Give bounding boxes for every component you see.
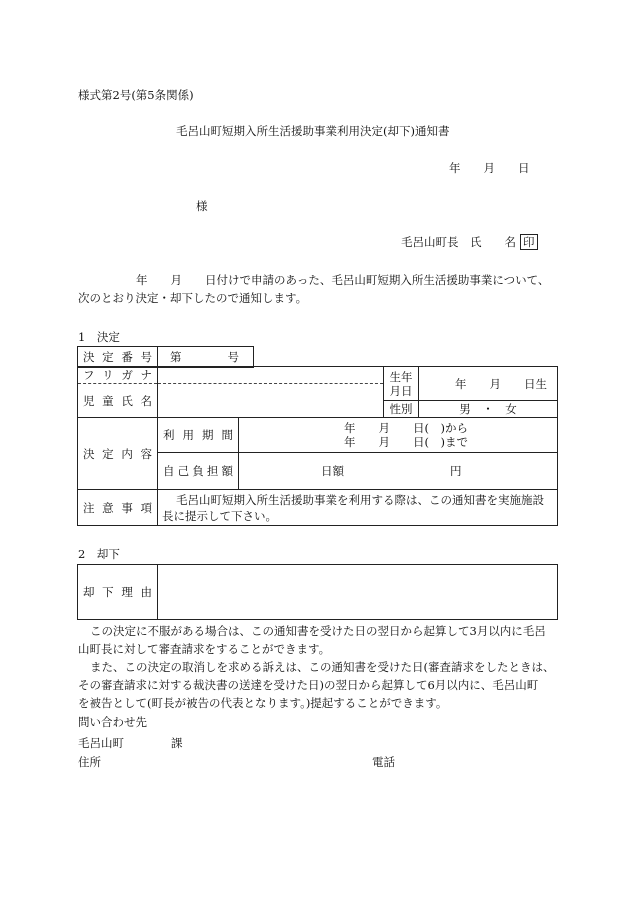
- label-char: 理: [121, 585, 133, 599]
- child-info-table: [77, 366, 558, 418]
- decision-number-value: 第 号: [158, 347, 254, 368]
- label-char: 号: [140, 350, 152, 364]
- period-from: 年 月 日( )から: [344, 421, 468, 435]
- addressee-suffix: 様: [196, 199, 208, 213]
- notice-label: [78, 490, 158, 526]
- burden-label: [158, 453, 239, 490]
- label-char: 内: [121, 446, 133, 461]
- appeal-p2-line2: その審査請求に対する裁決書の送達を受けた日)の翌日から起算して6月以内に、毛呂山町: [78, 678, 539, 692]
- form-number: 様式第2号(第5条関係): [78, 88, 194, 102]
- contact-town: 毛呂山町: [78, 736, 124, 750]
- label-char: 事: [121, 500, 133, 515]
- decision-content-label: [78, 418, 158, 490]
- label-char: 決: [83, 446, 95, 461]
- appeal-p2-line1: また、この決定の取消しを求める訴えは、この通知書を受けた日(審査請求をしたときは、: [90, 660, 555, 674]
- issuer-name: 毛呂山町長 氏 名: [401, 235, 516, 249]
- child-name-field: [158, 384, 384, 418]
- label-char: 氏: [121, 393, 133, 408]
- label-char: 注: [83, 500, 95, 515]
- section-decision-heading: 1 決定: [78, 330, 120, 344]
- label-char: 名: [140, 393, 152, 408]
- appeal-p1-line2: 山町長に対して審査請求をすることができます。: [78, 642, 331, 656]
- label-char: 担: [206, 464, 219, 478]
- period-label-text: [158, 427, 238, 443]
- appeal-p2-line3: を被告として(町長が被告の代表となります。)提起することができます。: [78, 696, 448, 710]
- contact-phone: 電話: [372, 755, 395, 769]
- label-char: 負: [192, 464, 204, 478]
- decision-content-label-text: [78, 446, 157, 462]
- seal-mark: 印: [520, 234, 538, 250]
- label-char: 由: [140, 585, 152, 599]
- label-char: 用: [182, 428, 194, 442]
- issue-date: 年 月 日: [449, 161, 530, 175]
- burden-field: [239, 453, 558, 490]
- furigana-field: [158, 367, 384, 384]
- section-rejection-heading: 2 却下: [78, 547, 120, 561]
- burden-unit: 円: [450, 464, 462, 478]
- label-char: 容: [140, 446, 152, 461]
- notice-text-2: 長に提示して下さい。: [162, 508, 277, 523]
- label-char: フ: [83, 368, 95, 382]
- label-char: 額: [221, 464, 233, 478]
- label-char: 意: [102, 500, 114, 515]
- notice-text: [158, 490, 558, 526]
- birth-label: [384, 367, 419, 401]
- label-char: 己: [177, 464, 190, 478]
- label-char: ガ: [121, 368, 133, 382]
- label-char: リ: [102, 368, 114, 382]
- label-char: 間: [221, 428, 233, 442]
- notice-text-1: 毛呂山町短期入所生活援助事業を利用する際は、この通知書を実施施設: [176, 492, 544, 507]
- label-char: 期: [202, 428, 214, 442]
- label-char: 童: [102, 393, 114, 408]
- label-char: 自: [163, 464, 175, 478]
- rejection-reason-label-text: [78, 584, 157, 600]
- furigana-label: [78, 367, 158, 384]
- label-char: 決: [83, 350, 95, 364]
- contact-department: 課: [171, 736, 183, 750]
- birth-date-field: 年 月 日生: [419, 367, 558, 401]
- period-label: [158, 418, 239, 453]
- sex-label: 性別: [384, 401, 419, 418]
- document-title: 毛呂山町短期入所生活援助事業利用決定(却下)通知書: [176, 124, 450, 138]
- decision-number-label-text: [78, 349, 157, 365]
- birth-label-1: 生年: [389, 369, 413, 384]
- label-char: 定: [102, 350, 114, 364]
- rejection-reason-label: [78, 565, 158, 620]
- label-char: 定: [102, 446, 114, 461]
- rejection-reason-field: [158, 565, 558, 620]
- intro-line-1: 年 月 日付けで申請のあった、毛呂山町短期入所生活援助事業について、: [136, 273, 550, 287]
- label-char: 却: [83, 585, 95, 599]
- issuer-line: [401, 234, 538, 250]
- rejection-table: [77, 564, 558, 620]
- period-field: [239, 418, 558, 453]
- furigana-label-text: [78, 367, 157, 383]
- intro-line-2: 次のとおり決定・却下したので通知します。: [78, 291, 308, 305]
- sex-options: 男 ・ 女: [419, 401, 558, 418]
- burden-label-text: [158, 463, 238, 479]
- label-char: 下: [102, 585, 114, 599]
- label-char: 利: [163, 428, 175, 442]
- period-to: 年 月 日( )まで: [344, 435, 468, 449]
- contact-address: 住所: [78, 755, 101, 769]
- decision-number-table: [77, 346, 254, 368]
- burden-daily: 日額: [321, 464, 344, 478]
- label-char: 項: [140, 500, 152, 515]
- child-name-label-text: [78, 393, 157, 409]
- label-char: 児: [83, 393, 95, 408]
- label-char: ナ: [140, 368, 152, 382]
- notice-label-text: [78, 500, 157, 516]
- birth-label-2: 月日: [389, 383, 413, 398]
- child-name-label: [78, 384, 158, 418]
- label-char: 番: [121, 350, 133, 364]
- decision-number-label: [78, 347, 158, 368]
- contact-heading: 問い合わせ先: [78, 715, 147, 729]
- appeal-p1-line1: この決定に不服がある場合は、この通知書を受けた日の翌日から起算して3月以内に毛呂: [90, 624, 546, 638]
- decision-content-table: [77, 417, 558, 526]
